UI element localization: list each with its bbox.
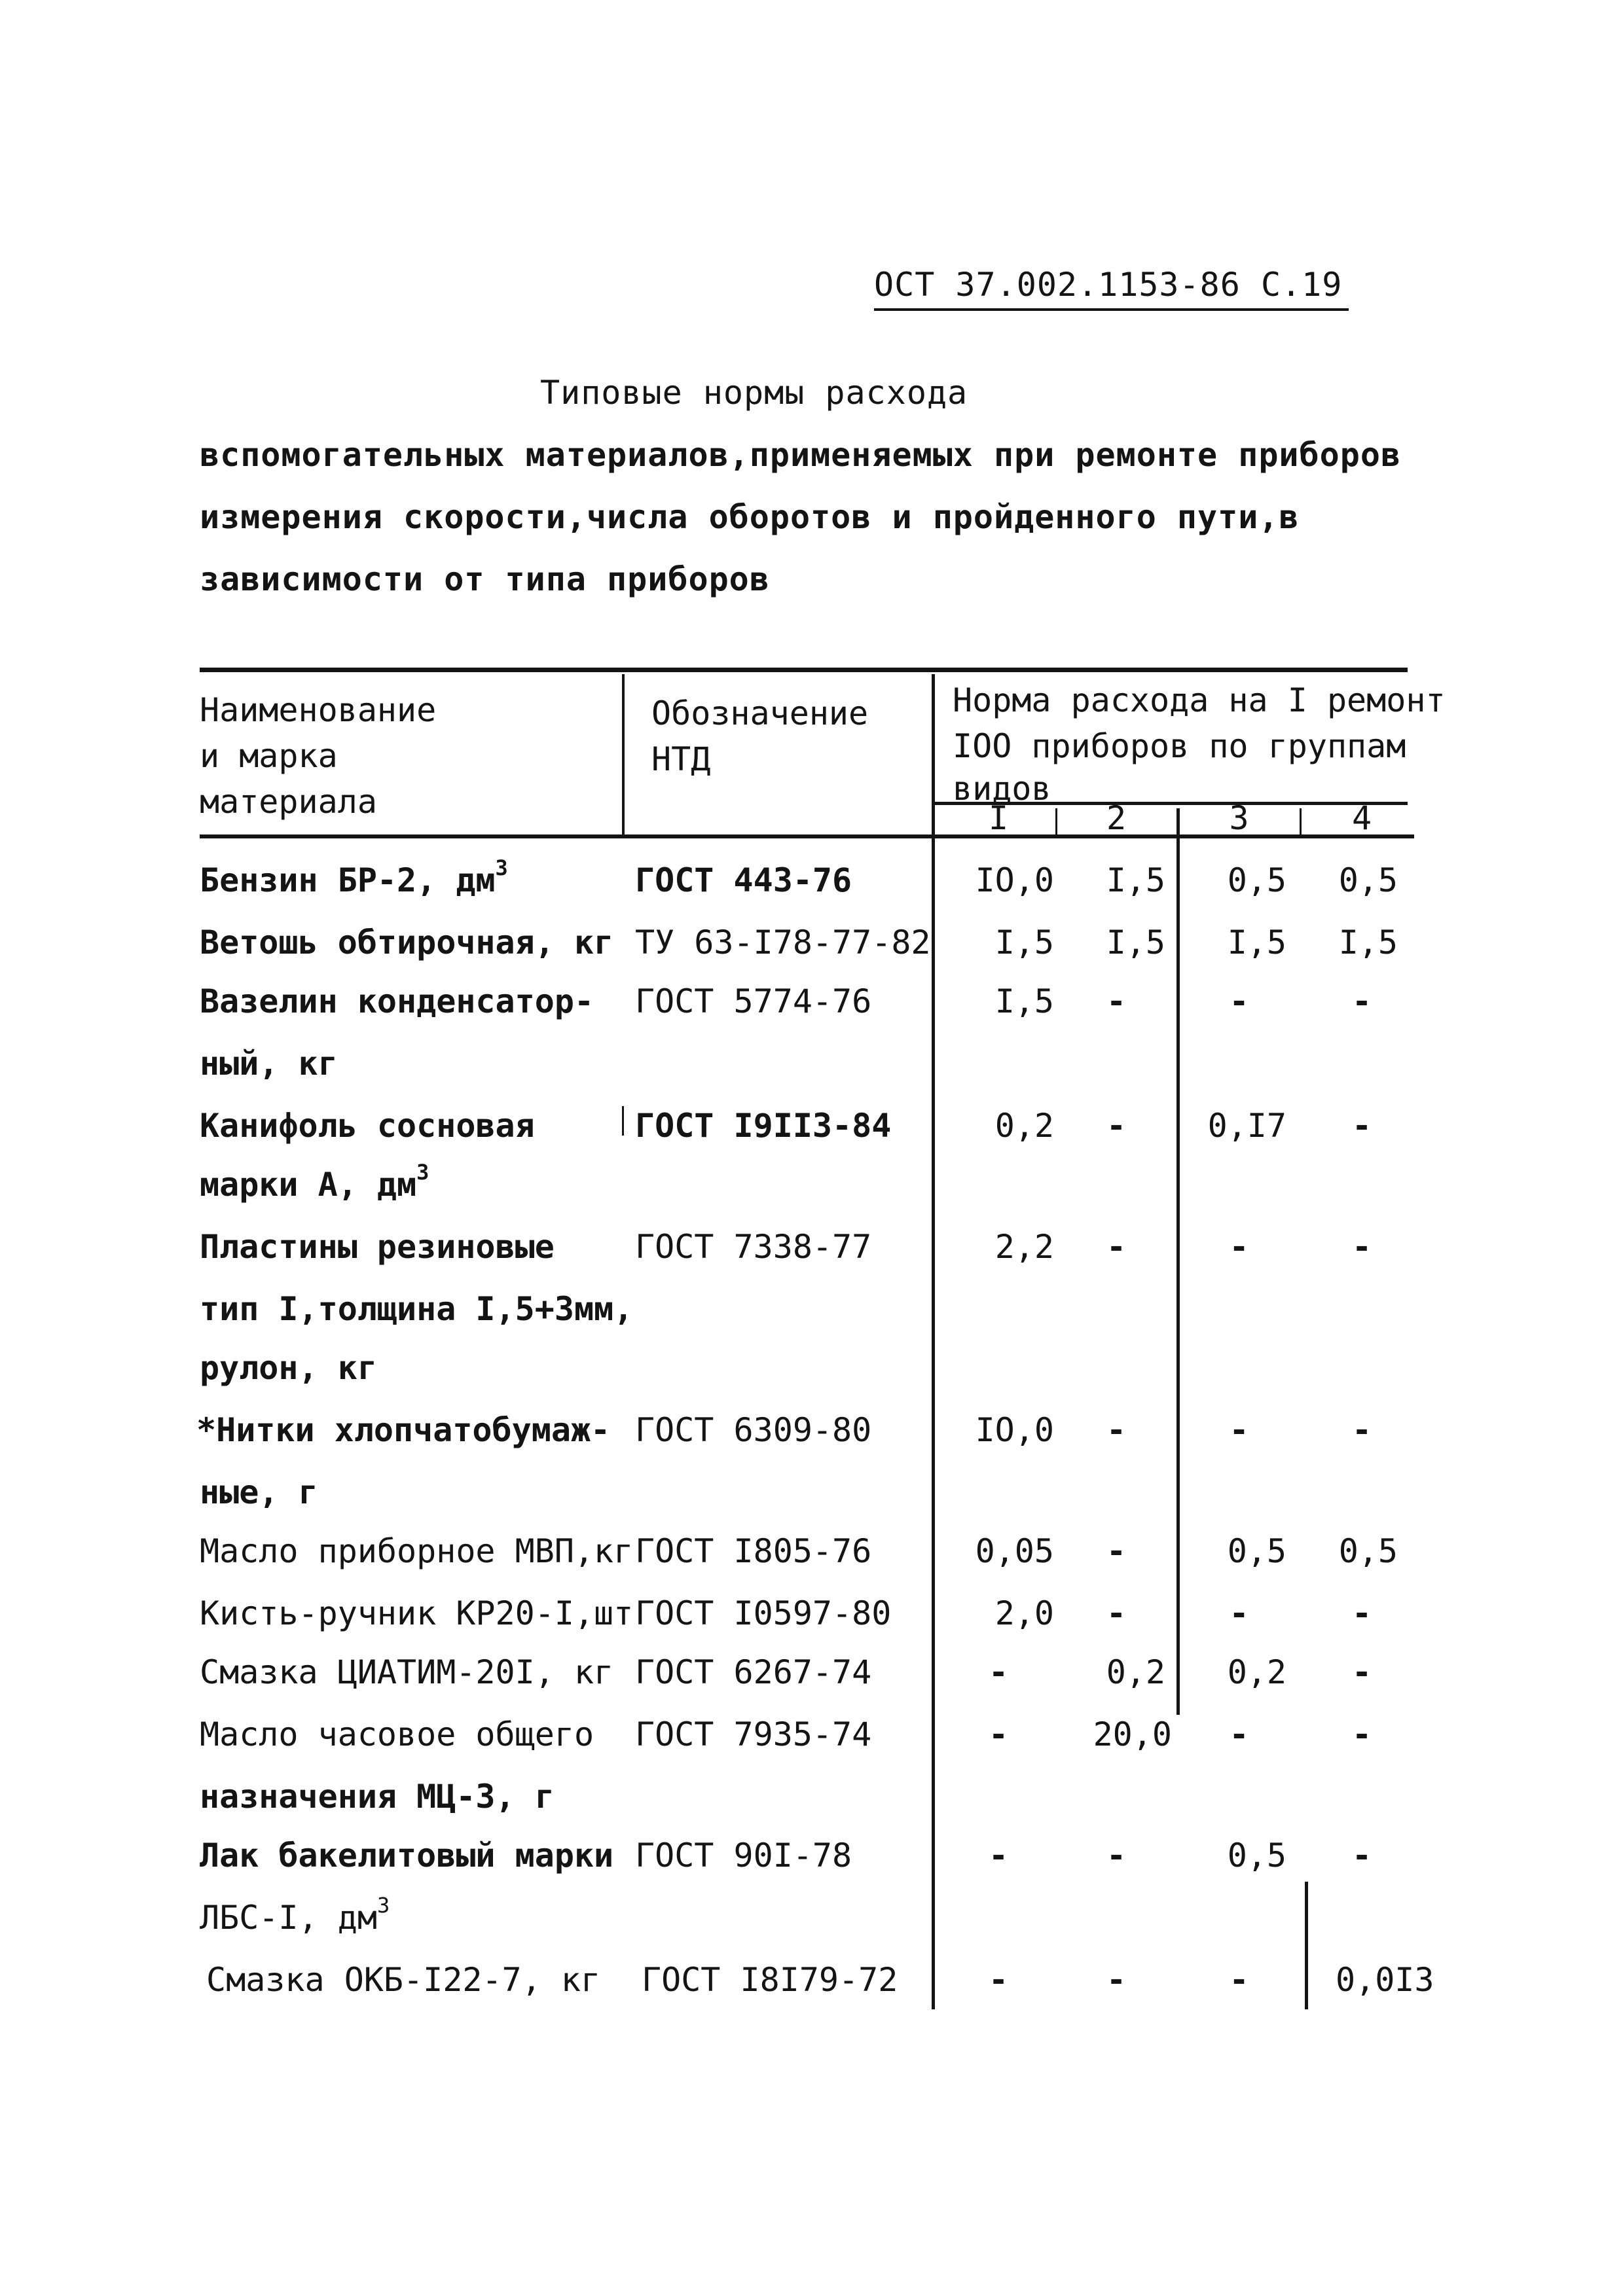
row-2-g3: I,5 — [1227, 924, 1286, 961]
row-11-g3: 0,5 — [1227, 1837, 1286, 1874]
row-5-ntd: ГОСТ 7338-77 — [635, 1228, 872, 1266]
title-line-2: вспомогательных материалов,применяемых при ремонте приборов — [200, 436, 1402, 474]
row-2-name: Ветошь обтирочная, кг — [200, 924, 614, 961]
row-5-name-3: рулон, кг — [200, 1349, 377, 1387]
row-6-ntd: ГОСТ 6309-80 — [635, 1411, 872, 1449]
row-4-ntd: ГОСТ I9II3-84 — [635, 1107, 892, 1145]
row-4-g4: - — [1351, 1107, 1372, 1145]
row-1-g3: 0,5 — [1227, 861, 1286, 899]
row-7-g1: 0,05 — [975, 1532, 1054, 1570]
row-2-ntd: ТУ 63-I78-77-82 — [635, 924, 931, 961]
row-11-g2: - — [1106, 1837, 1127, 1874]
row-3-name-2: ный, кг — [200, 1045, 338, 1083]
column-divider-g2-g3 — [1176, 808, 1180, 1715]
row-3-g2: - — [1106, 982, 1127, 1020]
row-3-ntd: ГОСТ 5774-76 — [635, 982, 872, 1020]
row-1-g1: IO,0 — [975, 861, 1054, 899]
row-8-g2: - — [1106, 1594, 1127, 1632]
row-3-g3: - — [1229, 982, 1249, 1020]
row-4-g3: 0,I7 — [1207, 1107, 1286, 1145]
row-4-g2: - — [1106, 1107, 1127, 1145]
row-1-g2: I,5 — [1106, 861, 1165, 899]
row-4-name-1: Канифоль сосновая — [200, 1107, 535, 1145]
row-12-g3: - — [1229, 1961, 1249, 1999]
row-9-g2: 0,2 — [1106, 1653, 1165, 1691]
row-11-g1: - — [988, 1837, 1009, 1874]
row-7-name: Масло приборное МВП,кг — [200, 1532, 634, 1570]
header-norm-1: Норма расхода на I ремонт — [953, 681, 1446, 719]
header-group-1: I — [988, 799, 1009, 837]
row-11-g4: - — [1351, 1837, 1372, 1874]
column-divider-name-ntd-body — [622, 1106, 624, 1136]
header-group-2: 2 — [1106, 799, 1127, 837]
column-divider-ntd-norm — [932, 674, 935, 2009]
column-divider-name-ntd — [622, 674, 625, 838]
row-5-name-2: тип I,толщина I,5+3мм, — [200, 1290, 634, 1328]
row-12-name: Смазка ОКБ-I22-7, кг — [206, 1961, 601, 1999]
row-7-ntd: ГОСТ I805-76 — [635, 1532, 872, 1570]
row-6-g4: - — [1351, 1411, 1372, 1449]
column-divider-g3-g4-body — [1305, 1882, 1308, 2009]
title-line-3: измерения скорости,числа оборотов и пройденного пути,в — [200, 498, 1300, 536]
header-group-4: 4 — [1351, 799, 1372, 837]
row-4-name-2: марки А, $дм^3$ — [200, 1160, 429, 1204]
row-10-g3: - — [1229, 1715, 1249, 1753]
row-6-name-2: ные, г — [200, 1473, 318, 1511]
column-divider-g3-g4 — [1300, 808, 1302, 834]
row-10-g4: - — [1351, 1715, 1372, 1753]
header-norm-3: видов — [953, 770, 1051, 808]
header-ntd-2: НТД — [651, 740, 711, 778]
row-2-g4: I,5 — [1338, 924, 1398, 961]
row-9-g1: - — [988, 1653, 1009, 1691]
row-8-g3: - — [1229, 1594, 1249, 1632]
row-7-g3: 0,5 — [1227, 1532, 1286, 1570]
row-11-name-1: Лак бакелитовый марки — [200, 1837, 614, 1874]
row-9-g4: - — [1351, 1653, 1372, 1691]
row-2-g1: I,5 — [994, 924, 1054, 961]
row-8-g1: 2,0 — [994, 1594, 1054, 1632]
row-9-ntd: ГОСТ 6267-74 — [635, 1653, 872, 1691]
row-6-g1: IO,0 — [975, 1411, 1054, 1449]
row-12-g2: - — [1106, 1961, 1127, 1999]
document-code: ОСТ 37.002.1153-86 С.19 — [874, 259, 1349, 311]
row-5-g1: 2,2 — [994, 1228, 1054, 1266]
header-name-3: материала — [200, 783, 377, 821]
row-9-g3: 0,2 — [1227, 1653, 1286, 1691]
row-1-g4: 0,5 — [1338, 861, 1398, 899]
row-10-g2: 20,0 — [1093, 1715, 1172, 1753]
row-7-g2: - — [1106, 1532, 1127, 1570]
row-12-g4: 0,0I3 — [1336, 1961, 1434, 1999]
title-line-1: Типовые нормы расхода — [540, 374, 968, 412]
row-5-g3: - — [1229, 1228, 1249, 1266]
table-top-rule — [200, 668, 1408, 672]
row-9-name: Смазка ЦИАТИМ-20I, кг — [200, 1653, 614, 1691]
row-10-name-1: Масло часовое общего — [200, 1715, 594, 1753]
row-8-name: Кисть-ручник КР20-I,шт — [200, 1594, 634, 1632]
row-3-g4: - — [1351, 982, 1372, 1020]
row-12-ntd: ГОСТ I8I79-72 — [642, 1961, 898, 1999]
header-name-2: и марка — [200, 737, 338, 775]
column-divider-g1-g2 — [1055, 808, 1057, 834]
row-5-g2: - — [1106, 1228, 1127, 1266]
header-name-1: Наименование — [200, 691, 437, 729]
row-4-g1: 0,2 — [994, 1107, 1054, 1145]
row-11-name-2: ЛБС-I, $дм^3$ — [200, 1893, 390, 1937]
row-8-g4: - — [1351, 1594, 1372, 1632]
row-6-g2: - — [1106, 1411, 1127, 1449]
title-line-4: зависимости от типа приборов — [200, 560, 770, 598]
row-5-g4: - — [1351, 1228, 1372, 1266]
row-10-name-2: назначения МЦ-3, г — [200, 1778, 555, 1816]
row-3-g1: I,5 — [994, 982, 1054, 1020]
header-ntd-1: Обозначение — [651, 694, 869, 732]
row-6-name-1: *Нитки хлопчатобумаж- — [196, 1411, 611, 1449]
row-5-name-1: Пластины резиновые — [200, 1228, 555, 1266]
row-3-name-1: Вазелин конденсатор- — [200, 982, 594, 1020]
row-10-ntd: ГОСТ 7935-74 — [635, 1715, 872, 1753]
row-1-ntd: ГОСТ 443-76 — [635, 861, 852, 899]
row-12-g1: - — [988, 1961, 1009, 1999]
header-norm-2: IOO приборов по группам — [953, 727, 1406, 765]
row-6-g3: - — [1229, 1411, 1249, 1449]
header-group-3: 3 — [1229, 799, 1249, 837]
row-2-g2: I,5 — [1106, 924, 1165, 961]
row-1-name: Бензин БР-2, $дм^3$ — [200, 855, 508, 899]
row-10-g1: - — [988, 1715, 1009, 1753]
row-7-g4: 0,5 — [1338, 1532, 1398, 1570]
row-8-ntd: ГОСТ I0597-80 — [635, 1594, 892, 1632]
row-11-ntd: ГОСТ 90I-78 — [635, 1837, 852, 1874]
